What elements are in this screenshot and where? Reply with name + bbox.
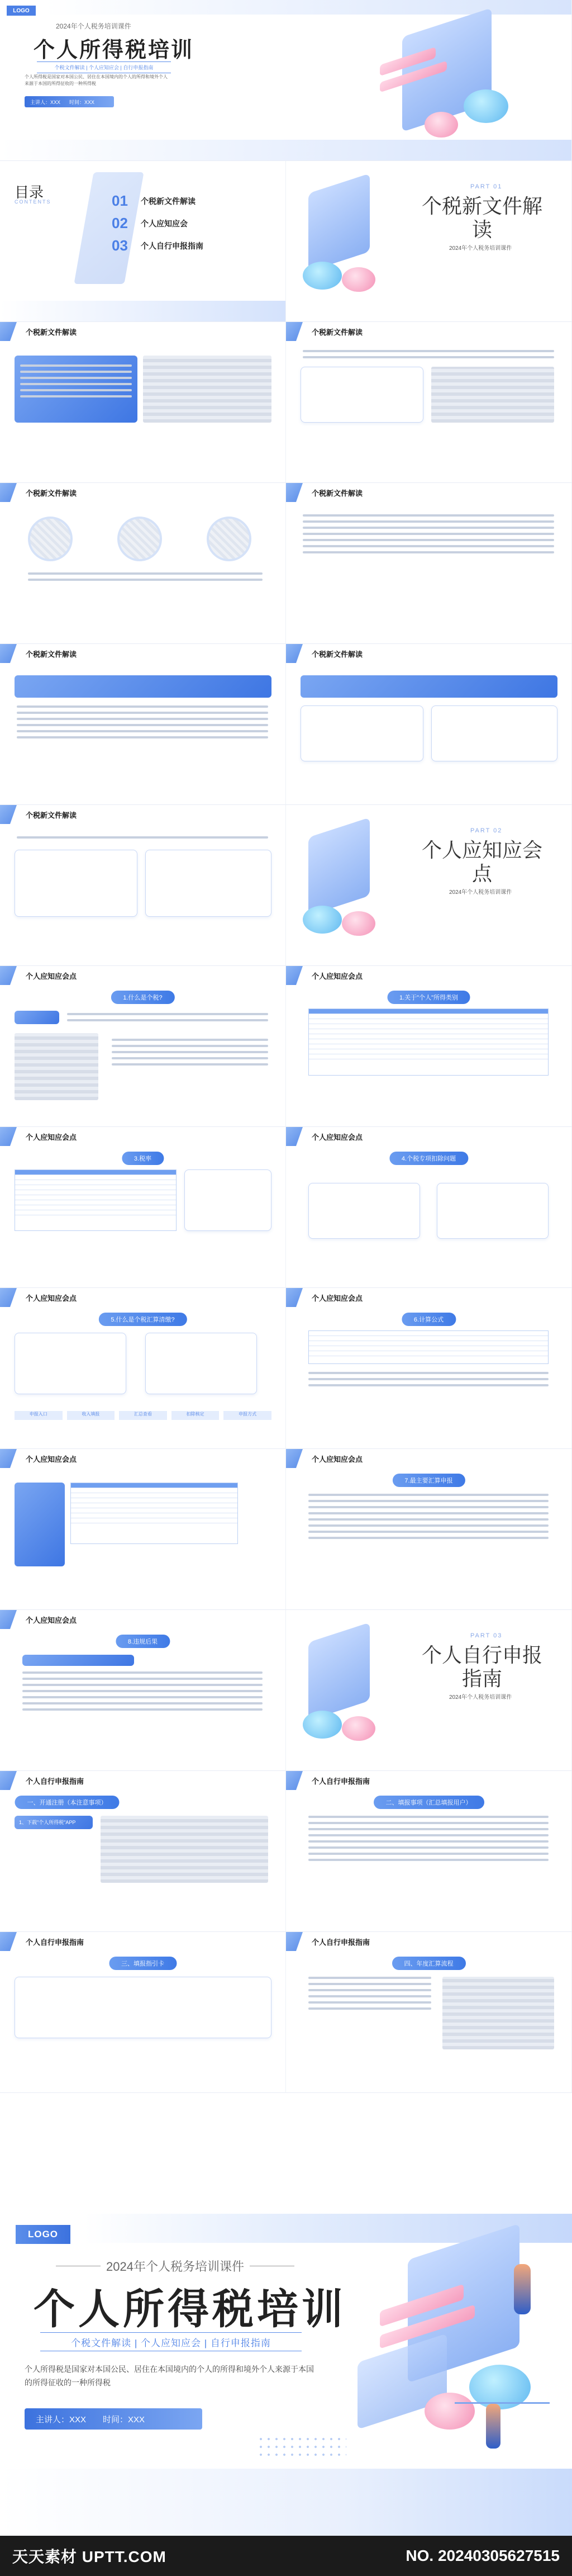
slide-cover-small[interactable]	[0, 0, 572, 161]
slide-part-02[interactable]: PART 02 个人应知应会点 2024年个人税务培训课件	[286, 805, 572, 966]
slide-s1-a[interactable]: 个税新文件解读	[0, 322, 286, 483]
tab-2[interactable]: 收入填报	[67, 1411, 115, 1420]
toc-heading-en: CONTENTS	[15, 199, 51, 205]
cover-title: 个人所得税培训	[34, 2286, 346, 2332]
slide-s1-f[interactable]: 个税新文件解读	[286, 644, 572, 805]
slide-s3-a[interactable]: 个人自行申报指南 一、开通注册（本注意事项） 1、下载"个人所得税"APP	[0, 1771, 286, 1932]
watermark-number: NO. 20240305627515	[406, 2547, 560, 2564]
decorative-wave	[455, 2381, 550, 2404]
slide-s2-f[interactable]: 个人应知应会点 6.计算公式	[286, 1288, 572, 1449]
isometric-illustration	[358, 11, 547, 151]
speaker-label: 主讲人：XXX	[36, 2414, 87, 2425]
tab-1[interactable]: 申报入口	[15, 1411, 63, 1420]
date-label: 时间：XXX	[103, 2414, 145, 2425]
slide-s1-c[interactable]: 个税新文件解读	[0, 483, 286, 644]
toc-heading: 目录	[15, 184, 44, 201]
slide-part-03[interactable]: PART 03 个人自行申报指南 2024年个人税务培训课件	[286, 1610, 572, 1771]
slide-s2-e[interactable]: 个人应知应会点 5.什么是个税汇算清缴? 申报入口 收入填报 汇总查看 扣除核定 申报方式	[0, 1288, 286, 1449]
slide-part-01[interactable]: PART 01 个税新文件解读 2024年个人税务培训课件	[286, 161, 572, 322]
toc-item-1[interactable]: 01 个税新文件解读	[112, 192, 196, 209]
cover-title: 个人所得税培训	[34, 39, 194, 62]
slide-s3-d[interactable]: 个人自行申报指南 四、年度汇算流程	[286, 1932, 572, 2093]
cover-description: 个人所得税是国家对本国公民、居住在本国境内的个人的所得和境外个人来源于本国的所得征收的一种所得税	[25, 74, 168, 86]
cover-description: 个人所得税是国家对本国公民、居住在本国境内的个人的所得和境外个人来源于本国的所得征收的一种所得税	[25, 2365, 314, 2387]
isometric-illustration	[286, 822, 398, 950]
slide-s2-i[interactable]: 个人应知应会点 8.违规后果	[0, 1610, 286, 1771]
cover-hero	[0, 2214, 572, 2536]
speaker-bar	[25, 2408, 202, 2430]
dot-pattern	[257, 2435, 346, 2457]
isometric-illustration	[286, 1627, 398, 1755]
isometric-illustration	[346, 2225, 559, 2465]
download-app-label: 1、下载"个人所得税"APP	[19, 1820, 76, 1825]
slide-s1-e[interactable]: 个税新文件解读	[0, 644, 286, 805]
watermark-brand: 天天素材 UPTT.COM	[12, 2548, 166, 2565]
slide-s1-d[interactable]: 个税新文件解读	[286, 483, 572, 644]
cover-series: 2024年个人税务培训课件	[56, 22, 131, 30]
slide-s2-a[interactable]: 个人应知应会点 1.什么是个税?	[0, 966, 286, 1127]
logo-badge: LOGO	[7, 6, 36, 16]
slide-s2-c[interactable]: 个人应知应会点 3.税率	[0, 1127, 286, 1288]
cover-subtitles: 个税文件解读 | 个人应知应会 | 自行申报指南	[40, 2332, 302, 2351]
cover-series: 2024年个人税务培训课件	[56, 2257, 294, 2275]
tab-3[interactable]: 汇总查看	[119, 1411, 167, 1420]
speaker-label: 主讲人：XXX	[30, 99, 61, 105]
tab-5[interactable]: 申报方式	[223, 1411, 271, 1420]
watermark-footer	[0, 2536, 572, 2576]
slide-s3-c[interactable]: 个人自行申报指南 三、填报指引卡	[0, 1932, 286, 2093]
toc-item-2[interactable]: 02 个人应知应会	[112, 215, 188, 231]
slide-s2-g[interactable]: 个人应知应会点	[0, 1449, 286, 1610]
slide-s2-h[interactable]: 个人应知应会点 7.最主要汇算申报	[286, 1449, 572, 1610]
cover-subtitles: 个税文件解读 | 个人应知应会 | 自行申报指南	[37, 61, 171, 73]
slide-s3-b[interactable]: 个人自行申报指南 二、填报事项（汇总填报用户）	[286, 1771, 572, 1932]
slide-s1-g[interactable]: 个税新文件解读	[0, 805, 286, 966]
date-label: 时间：XXX	[69, 99, 95, 105]
slide-s2-d[interactable]: 个人应知应会点 4.个税专项扣除问题	[286, 1127, 572, 1288]
toc-item-3[interactable]: 03 个人自行申报指南	[112, 237, 203, 254]
isometric-illustration	[286, 178, 398, 306]
slide-s1-b[interactable]: 个税新文件解读	[286, 322, 572, 483]
slide-s2-b[interactable]: 个人应知应会点 1.关于"个人"所得类别	[286, 966, 572, 1127]
tab-4[interactable]: 扣除核定	[171, 1411, 220, 1420]
slide-toc[interactable]	[0, 161, 286, 322]
logo-badge: LOGO	[16, 2225, 70, 2244]
